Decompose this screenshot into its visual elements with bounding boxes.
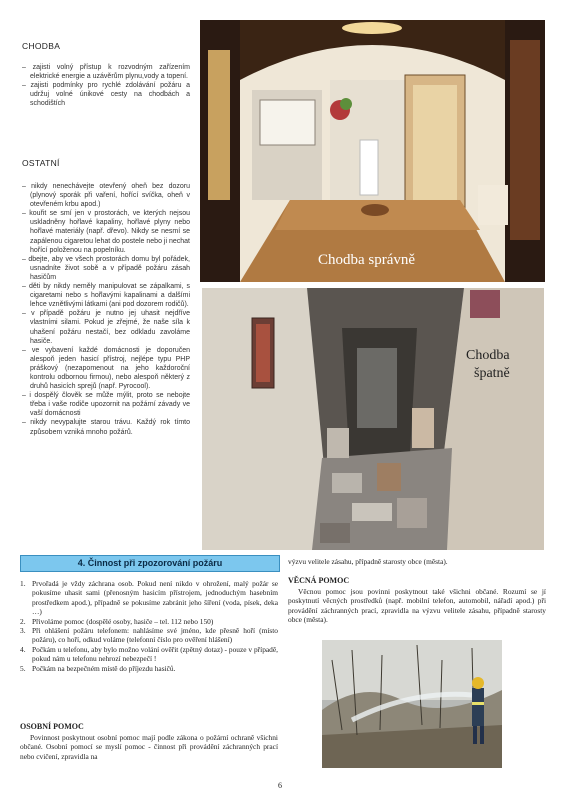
- list-item: [20, 645, 278, 664]
- chodba-heading: CHODBA: [22, 41, 61, 51]
- list-item: – kouřit se smí jen v prostorách, ve kterých nejsou uskladněny hořlavé kapaliny, hořlavé plyny nebo hořlavé materiály (např. dřevo). Nikdy se nesmí se zapálenou cigaretou lehat do postele nebo ji nechat hořící položenou na popelníku.: [22, 209, 190, 254]
- list-item: – zajisti volný přístup k rozvodným zařízením elektrické energie a uzávěrům plynu,vody a topení.: [22, 63, 190, 81]
- list-item: [20, 626, 278, 645]
- list-item: – děti by nikdy neměly manipulovat se zápalkami, s cigaretami nebo s hořlavými kapalinami a dalšími lehce vznětlivými látkami (ani pod dozorem rodičů).: [22, 282, 190, 309]
- step-number: 5.: [20, 663, 26, 673]
- step-number: 3.: [20, 626, 26, 636]
- list-item: [20, 617, 278, 626]
- corridor-bad-photo: [202, 288, 544, 550]
- page-number: 6: [278, 781, 282, 790]
- ostatni-list: [22, 182, 190, 437]
- vecna-pomoc-text: Věcnou pomoc jsou povinni poskytnout také všichni občané. Rozumí se jí poskytnutí věcných prostředků (např. mobilní telefon, automobil, nářadí apod.) při provádění záchranných prací, zpravidla na výzvu velitele zásahu, případně starosty obce (města).: [288, 587, 546, 625]
- ostatni-heading: OSTATNÍ: [22, 158, 60, 168]
- step-text: Počkám u telefonu, aby bylo možno volání ověřit (zpětný dotaz) - pouze v případě, pokud nám u telefonu nehrozí nebezpečí !: [32, 644, 278, 664]
- step-text: Počkám na bezpečném místě do příjezdu hasičů.: [32, 663, 176, 673]
- list-item: – v případě požáru je nutno jej uhasit nejdříve vlastními silami. Pokud je zřejmé, že naše síla k uhašení požáru nestačí, bez odkladu zavoláme hasiče.: [22, 309, 190, 345]
- section-banner: 4. Činnost při zpozorování požáru: [20, 555, 280, 572]
- list-item: – zajisti podmínky pro rychlé zdolávání požáru a udržuj volné únikové cesty na chodbách a schodištích: [22, 81, 190, 108]
- chodba-list: [22, 63, 190, 108]
- step-number: 1.: [20, 579, 26, 588]
- list-item: [20, 664, 278, 673]
- osobni-pomoc-text: Povinnost poskytnout osobní pomoc mají podle zákona o požární ochraně všichni občané. Osobní pomocí se myslí pomoc - činnost při provádění záchranných prací nebo cvičení, zpravidla na: [20, 733, 278, 761]
- continued-text: výzvu velitele zásahu, případně starosty obce (města).: [288, 557, 448, 566]
- osobni-pomoc-block: [20, 722, 278, 761]
- list-item: – nikdy nenechávejte otevřený oheň bez dozoru (plynový sporák při vaření, hořící svíčka, oheň v otevřeném krbu apod.): [22, 182, 190, 209]
- step-number: 2.: [20, 616, 26, 626]
- firefighter-photo: [322, 640, 502, 768]
- osobni-pomoc-heading: OSOBNÍ POMOC: [20, 722, 84, 731]
- vecna-pomoc-block: [288, 576, 546, 625]
- good-caption: Chodba správně: [318, 252, 416, 268]
- list-item: – dbejte, aby ve všech prostorách domu byl pořádek, usnadníte život sobě a v případě požáru zásah hasičům: [22, 255, 190, 282]
- step-number: 4.: [20, 644, 26, 654]
- bad-caption-1: Chodba: [466, 348, 510, 363]
- corridor-good-photo: [200, 20, 545, 282]
- bad-caption-2: špatně: [474, 366, 510, 381]
- list-item: – ve vybavení každé domácnosti je doporučen alespoň jeden hasicí přístroj, nejlépe typu PHP práškový (nezapomenout na jeho každoroční kontrolu odbornou firmou), nebo alespoň některý z druhů hasicích sprejů (např. Pyrocool).: [22, 346, 190, 391]
- vecna-pomoc-heading: VĚCNÁ POMOC: [288, 576, 350, 585]
- list-item: – nikdy nevypalujte starou trávu. Každý rok tímto způsobem vzniká mnoho požárů.: [22, 418, 190, 436]
- step-text: Přivoláme pomoc (dospělé osoby, hasiče – tel. 112 nebo 150): [32, 616, 214, 626]
- list-item: [20, 579, 278, 617]
- step-text: Při ohlášení požáru telefonem: nahlásíme své jméno, kde přesně hoří (místo požáru), co hoří, odkud voláme (telefonní číslo pro ověření hlášení): [32, 626, 278, 645]
- step-text: Prvořadá je vždy záchrana osob. Pokud není nikdo v ohrožení, malý požár se pokusíme uhasit sami (přenosným hasicím přístrojem, jednoduchým hasebním prostředkem apod.), případně se pokusíme zabránit jeho šíření (voda, písek, deka …): [32, 579, 278, 617]
- list-item: – i dospělý člověk se může mýlit, proto se nebojte třeba i vaše rodiče upozornit na požární závady ve vaší domácnosti: [22, 391, 190, 418]
- steps-list: [20, 579, 278, 673]
